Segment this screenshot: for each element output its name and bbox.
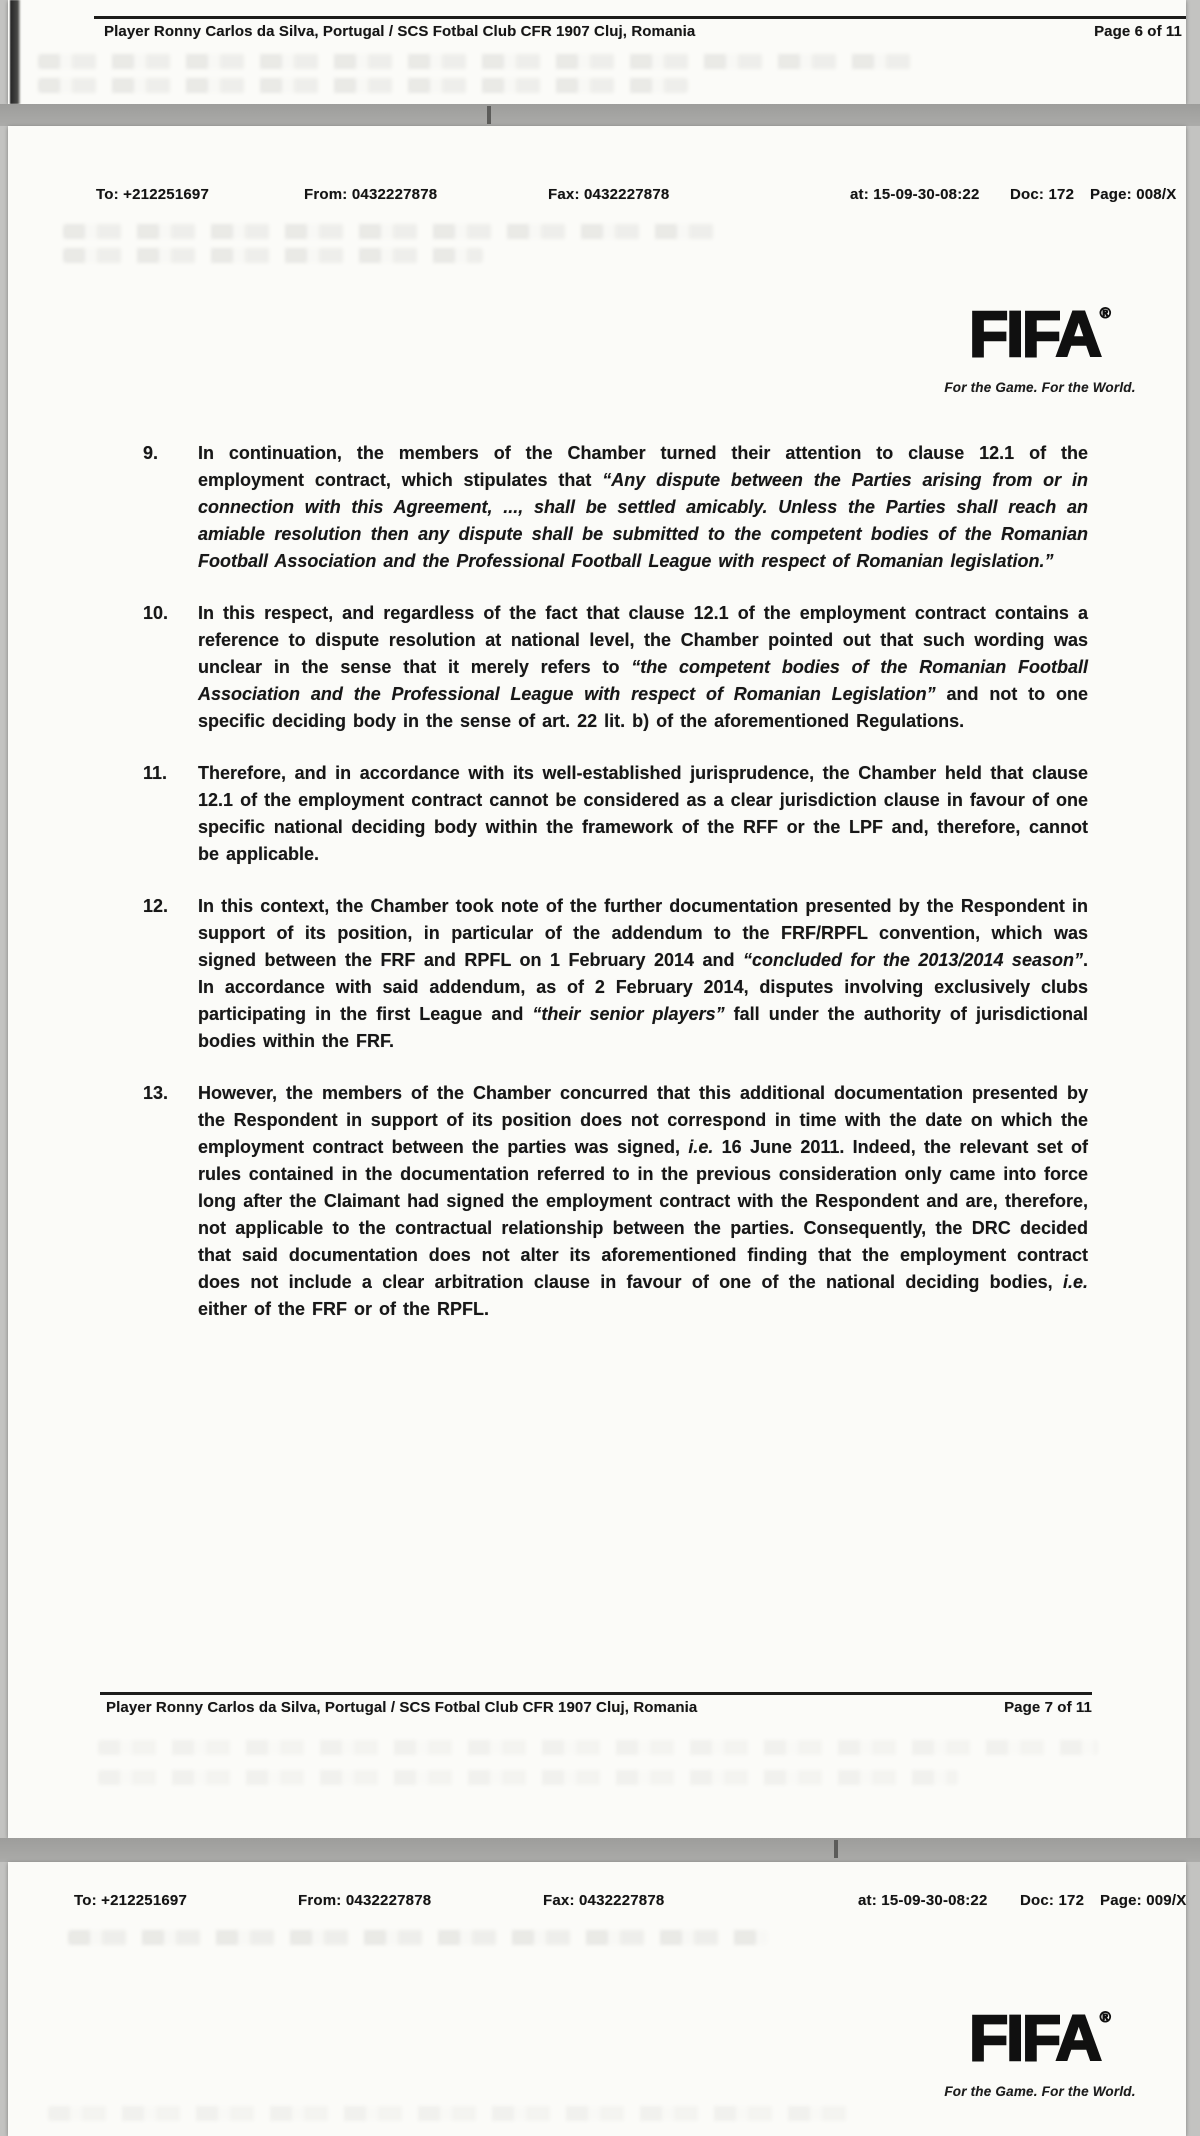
paragraph-text: However, the members of the Chamber concurred that this additional documentation presented by the Respondent in support of its position does not correspond in time with the date on which the employment contract between the parties was signed, i.e. 16 June 2011. Indeed, the relevant set of rules contained in the documentation referred to in the previous consideration only came into force long after the Claimant had signed the employment contract with the Respondent and are, therefore, not applicable to the contractual relationship between the parties. Consequently, the DRC decided that said documentation does not alter its aforementioned finding that the employment contract does not include a clear arbitration clause in favour of one of the national deciding bodies, i.e. either of the FRF or of the RPFL.: [198, 1083, 1088, 1319]
paragraph-number: 12.: [143, 896, 169, 916]
fax-page-counter: Page: 008/X: [1090, 186, 1177, 203]
fax-transmission-header: [8, 1892, 1186, 1912]
fax-transmission-header: [8, 186, 1186, 206]
paragraph-text: In this respect, and regardless of the fact that clause 12.1 of the employment contract contains a reference to dispute resolution at national level, the Chamber pointed out that such wording was unclear in the sense that it merely refers to “the competent bodies of the Romanian Football Association and the Professional League with respect of Romanian Legislation” and not to one specific deciding body in the sense of art. 22 lit. b) of the aforementioned Regulations.: [198, 603, 1089, 731]
fax-timestamp: at: 15-09-30-08:22: [850, 186, 980, 203]
page-separator: [0, 104, 1200, 126]
footer-page-number: Page 6 of 11: [1094, 23, 1182, 40]
scan-edge-artifact: [10, 0, 21, 104]
registered-trademark-icon: ®: [1099, 305, 1111, 322]
footer-case-title: Player Ronny Carlos da Silva, Portugal / SCS Fotbal Club CFR 1907 Cluj, Romania: [104, 23, 696, 40]
fifa-logo: [930, 1986, 1150, 2099]
fifa-logo: [930, 282, 1150, 395]
paragraph-number: 11.: [143, 763, 168, 783]
fax-from: From: 0432227878: [298, 1892, 432, 1909]
fax-to: To: +212251697: [96, 186, 210, 203]
scanned-page-6-fragment: [8, 0, 1186, 104]
scan-noise: [98, 1740, 1098, 1755]
paragraph-text: Therefore, and in accordance with its well-established jurisprudence, the Chamber held that clause 12.1 of the employment contract cannot be considered as a clear jurisdiction clause in favour of one specific national deciding body within the framework of the RFF or the LPF and, therefore, cannot be applicable.: [198, 763, 1088, 864]
fifa-tagline: For the Game. For the World.: [944, 380, 1136, 395]
fax-number: Fax: 0432227878: [548, 186, 670, 203]
fax-to: To: +212251697: [74, 1892, 188, 1909]
scan-noise: [63, 248, 483, 263]
footer-rule: [94, 16, 1186, 19]
document-paragraph: [143, 440, 1088, 575]
document-paragraph: [143, 760, 1088, 868]
footer-rule: [100, 1692, 1092, 1695]
scan-noise: [98, 1770, 958, 1785]
paragraph-text: In continuation, the members of the Chamber turned their attention to clause 12.1 of the employment contract, which stipulates that “Any dispute between the Parties arising from or in connection with this Agreement, ..., shall be settled amicably. Unless the Parties shall reach an amiable resolution then any dispute shall be submitted to the competent bodies of the Romanian Football Association and the Professional Football League with respect of Romanian legislation.”: [198, 443, 1088, 571]
document-paragraph: [143, 893, 1088, 1055]
fax-page-counter: Page: 009/X: [1100, 1892, 1187, 1909]
paragraph-number: 9.: [143, 443, 159, 463]
scan-noise: [68, 1930, 768, 1945]
fax-number: Fax: 0432227878: [543, 1892, 665, 1909]
fax-from: From: 0432227878: [304, 186, 438, 203]
paragraph-list: [143, 440, 1088, 1348]
page-footer: [104, 23, 1182, 40]
paragraph-number: 10.: [143, 603, 169, 623]
page-footer: [106, 1699, 1092, 1716]
registered-trademark-icon: ®: [1099, 2009, 1111, 2026]
scan-registration-mark: [834, 1840, 838, 1858]
document-paragraph: [143, 1080, 1088, 1323]
fifa-wordmark: FIFA®: [969, 2002, 1111, 2074]
fax-timestamp: at: 15-09-30-08:22: [858, 1892, 988, 1909]
scanned-page-8-fragment: [8, 1862, 1186, 2136]
scan-registration-mark: [487, 106, 491, 124]
scan-noise: [63, 224, 723, 239]
scanned-page-7: [8, 126, 1186, 1838]
footer-case-title: Player Ronny Carlos da Silva, Portugal / SCS Fotbal Club CFR 1907 Cluj, Romania: [106, 1699, 698, 1716]
footer-page-number: Page 7 of 11: [1004, 1699, 1092, 1716]
scan-noise: [38, 54, 918, 69]
document-paragraph: [143, 600, 1088, 735]
fifa-wordmark: FIFA®: [969, 298, 1111, 370]
fax-doc-id: Doc: 172: [1010, 186, 1075, 203]
fax-doc-id: Doc: 172: [1020, 1892, 1085, 1909]
paragraph-text: In this context, the Chamber took note of the further documentation presented by the Respondent in support of its position, in particular of the addendum to the FRF/RPFL convention, which was signed between the FRF and RPFL on 1 February 2014 and “concluded for the 2013/2014 season”. In accordance with said addendum, as of 2 February 2014, disputes involving exclusively clubs participating in the first League and “their senior players” fall under the authority of jurisdictional bodies within the FRF.: [198, 896, 1088, 1051]
paragraph-number: 13.: [143, 1083, 169, 1103]
fifa-tagline: For the Game. For the World.: [944, 2084, 1136, 2099]
page-separator: [0, 1838, 1200, 1862]
scan-noise: [38, 78, 688, 93]
scan-noise: [48, 2106, 848, 2121]
